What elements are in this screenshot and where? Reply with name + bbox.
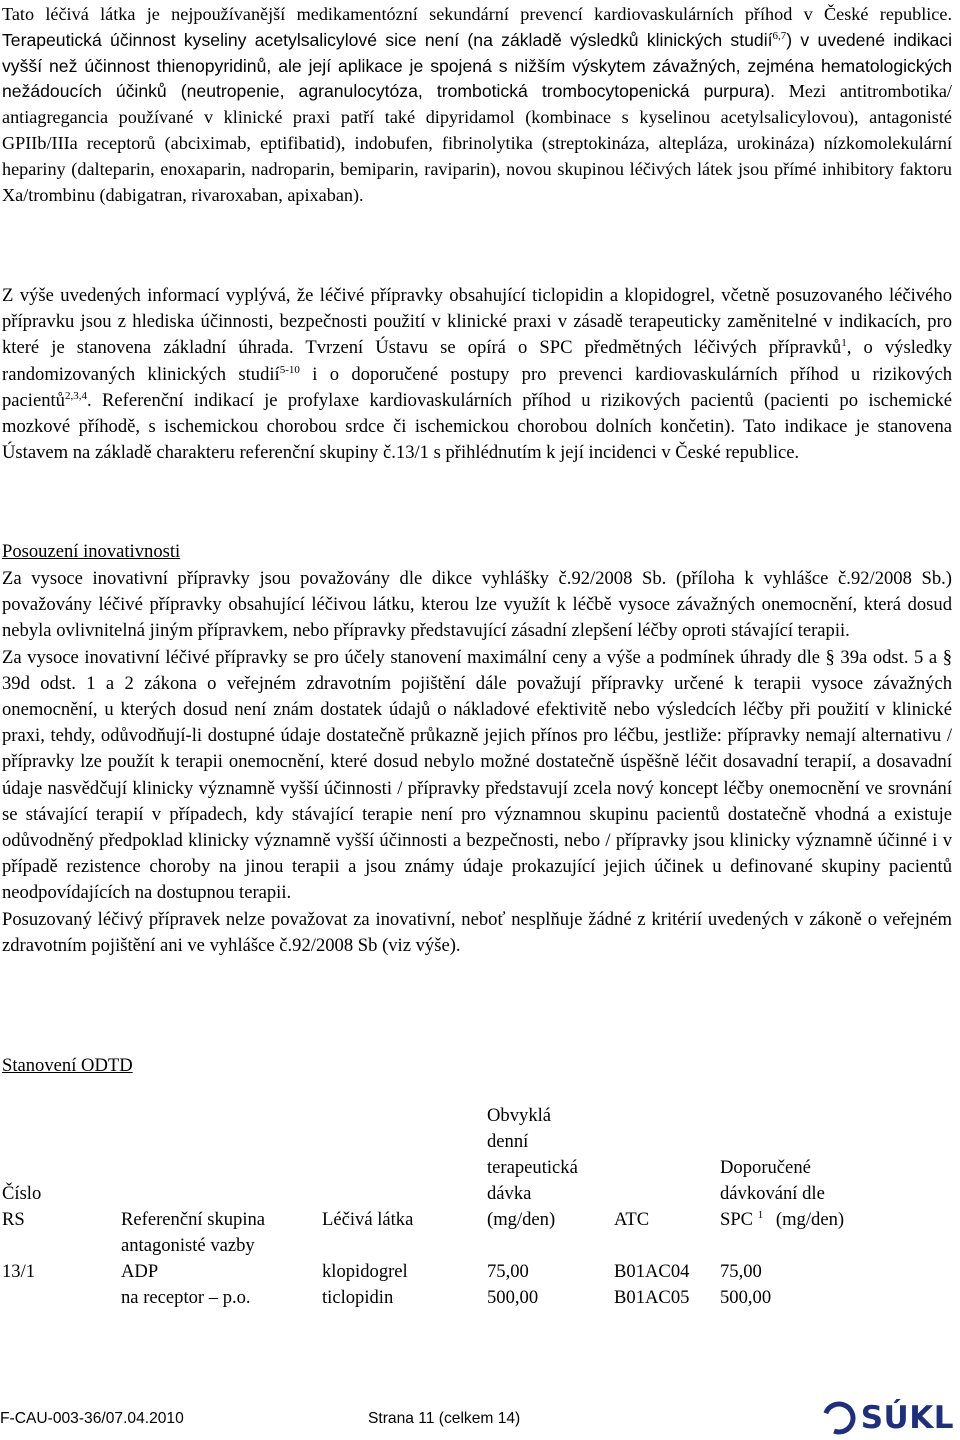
conclusion-part-4: . Referenční indikací je profylaxe kardiovaskulárních příhod u rizikových pacientů (pacienti po ischemické mozkové příhodě, s ischemickou chorobou srdce či ischemickou chorobou dolních končetin). Tato indikace je stanovena Ústavem na základě charakteru referenční skupiny č.13/1 s přihlédnutím k její incidenci v České republice.: [2, 389, 952, 464]
intro-paragraph: [2, 2, 952, 208]
intro-line-2: Terapeutická účinnost kyseliny acetylsalicylové sice není (na základě výsledků klinických studií: [2, 29, 773, 50]
header-recommended-line-2: dávkování dle: [720, 1183, 825, 1204]
sukl-logo-text: SÚKL: [860, 1400, 954, 1436]
header-dose-line-3: terapeutická: [487, 1157, 578, 1178]
sukl-logo-icon: [822, 1401, 856, 1435]
intro-line-4: Mezi antitrombotika/ antiagregancia používané v klinické praxi patří také dipyridamol (kombinace s kyselinou acetylsalicylovou), antagonisté GPIIb/IIIa receptorů (abciximab, eptifibatid), indobufen, fibrinolytika (streptokináza, altepláza, urokináza) nízkomolekulární hepariny (dalteparin, enoxaparin, nadroparin, bemiparin, raviparin), novou skupinou léčivých látek jsou přímé inhibitory faktoru Xa/trombinu (dabigatran, rivaroxaban, apixaban).: [2, 81, 952, 205]
dose-cell: 75,00: [487, 1261, 529, 1282]
page-footer: [0, 1400, 958, 1436]
innovation-paragraph-3: Posuzovaný léčivý přípravek nelze považovat za inovativní, neboť nesplňuje žádné z kritérií uvedených v zákoně o veřejném zdravotním pojištění ani ve vyhlášce č.92/2008 Sb (viz výše).: [2, 908, 952, 956]
table-header-row-3: [2, 1155, 952, 1181]
header-rs: RS: [2, 1209, 25, 1230]
conclusion-citation-3: 2,3,4: [64, 389, 87, 402]
table-row: [2, 1233, 952, 1259]
table-header-row-2: [2, 1129, 952, 1155]
conclusion-paragraph: [2, 283, 952, 466]
table-header-row-1: [2, 1103, 952, 1129]
intro-line-1: Tato léčivá látka je nejpoužívanější medikamentózní sekundární prevencí kardiovaskulárních příhod v České republice.: [2, 4, 952, 24]
substance-cell: klopidogrel: [322, 1261, 408, 1282]
header-dose-unit: (mg/den): [487, 1209, 556, 1230]
header-dose-line-2: denní: [487, 1131, 529, 1152]
conclusion-part-1: Z výše uvedených informací vyplývá, že léčivé přípravky obsahující ticlopidin a klopidogrel, včetně posuzovaného léčivého přípravku jsou z hlediska účinnosti, bezpečnosti použití v klinické praxi v zásadě terapeuticky zaměnitelné v indikacích, pro které je stanovena základní úhrada. Tvrzení Ústavu se opírá o SPC předmětných léčivých přípravků: [2, 285, 952, 359]
group-name-line-3: na receptor – p.o.: [121, 1287, 251, 1308]
document-code: F-CAU-003-36/07.04.2010: [0, 1410, 184, 1427]
section-heading-odtd: Stanovení ODTD: [2, 1055, 133, 1076]
dose-cell: 500,00: [487, 1287, 539, 1308]
header-recommended-unit: (mg/den): [775, 1209, 845, 1230]
atc-cell: B01AC04: [614, 1261, 690, 1282]
innovation-paragraph-2: Za vysoce inovativní léčivé přípravky se pro účely stanovení maximální ceny a výše a podmínek úhrady dle § 39a odst. 5 a § 39d odst. 1 a 2 zákona o veřejném zdravotním pojištění dále považují přípravky určené k terapii vysoce závažných onemocnění, u kterých dosud není znám dostatek údajů o nákladové efektivitě nebo výsledcích léčby při použití v klinické praxi, tehdy, odůvodňují-li dostupné údaje dostatečně průkazně jejich přínos pro léčbu, jestliže: přípravky nemají alternativu / přípravky lze použít k terapii onemocnění, které dosud nebylo možné dostatečně úspěšně léčit dosavadní terapií, a dosavadní údaje nasvědčují klinicky významně vyšší účinnosti / přípravky představují zcela nový koncept léčby onemocnění ve srovnání se stávající terapií v případech, kdy stávající terapie není pro významnou skupinu pacientů dostatečně vhodná a existuje odůvodněný předpoklad klinicky významně vyšší účinnosti a bezpečnosti, nebo / přípravky jsou klinicky významně účinné i v případě rezistence choroby na jinou terapii a jsou známy údaje prokazující jejich účinek u definované skupiny pacientů neodpovídajících na dostupnou terapii.: [2, 646, 952, 904]
conclusion-part-3: i o doporučené postupy pro prevenci kardiovaskulárních příhod u rizikových pacientů: [2, 363, 952, 411]
header-spc: [720, 1207, 844, 1233]
header-atc: ATC: [614, 1209, 650, 1230]
header-recommended-line-1: Doporučené: [720, 1157, 811, 1178]
header-spc-label: SPC: [720, 1209, 754, 1230]
conclusion-citation-1: 1: [841, 337, 847, 350]
conclusion-part-2: , o výsledky randomizovaných klinických studií: [2, 337, 952, 385]
recommended-dose-cell: 75,00: [720, 1261, 762, 1282]
sukl-logo: [822, 1400, 954, 1436]
header-spc-citation: 1: [757, 1209, 764, 1221]
innovation-paragraph-1: Za vysoce inovativní přípravky jsou považovány dle dikce vyhlášky č.92/2008 Sb. (příloha k vyhlášce č.92/2008 Sb.) považovány léčivé přípravky obsahující léčivou látku, kterou lze využít k léčbě vysoce závažných onemocnění, která dosud nebyla ovlivnitelná jiným přípravkem, nebo přípravky představující zásadní zlepšení léčby oproti stávající terapii.: [2, 568, 952, 642]
table-row: [2, 1285, 952, 1311]
rs-number: 13/1: [2, 1261, 36, 1282]
table-header-row-5: [2, 1207, 952, 1233]
intro-citation-studies: 6,7: [772, 29, 787, 42]
section-heading-innovation: Posouzení inovativnosti: [2, 541, 181, 562]
conclusion-citation-2: 5-10: [279, 363, 300, 376]
innovation-section: [2, 566, 952, 959]
table-row: [2, 1259, 952, 1285]
header-number: Číslo: [2, 1183, 42, 1204]
recommended-dose-cell: 500,00: [720, 1287, 772, 1308]
page-number: Strana 11 (celkem 14): [368, 1410, 521, 1427]
substance-cell: ticlopidin: [322, 1287, 394, 1308]
header-reference-group: Referenční skupina: [121, 1209, 266, 1230]
header-dose-line-1: Obvyklá: [487, 1105, 552, 1126]
header-dose-line-4: dávka: [487, 1183, 532, 1204]
group-name-line-1: antagonisté vazby: [121, 1235, 255, 1256]
intro-line-3: ) v uvedené indikaci vyšší než účinnost thienopyridinů, ale její aplikace je spojená s nižším výskytem závažných, zejména hematologických nežádoucích účinků (neutropenie, agranulocytóza, trombotická trombocytopenická purpura).: [2, 29, 952, 102]
header-substance: Léčivá látka: [322, 1209, 414, 1230]
atc-cell: B01AC05: [614, 1287, 690, 1308]
table-header-row-4: [2, 1181, 952, 1207]
group-name-line-2: ADP: [121, 1261, 159, 1282]
